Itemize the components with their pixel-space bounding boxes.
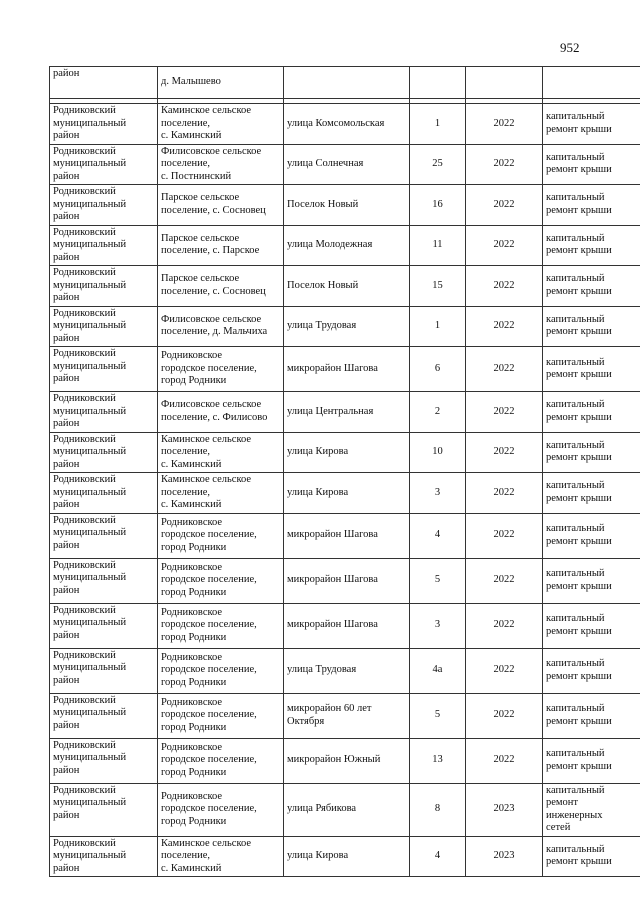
settlement-cell-text: Каминское сельское поселение, с. Каминский xyxy=(161,433,252,470)
street-cell xyxy=(284,392,410,433)
house-number-cell xyxy=(410,347,466,392)
work-type-cell-text: капитальный ремонт крыши xyxy=(546,843,612,868)
settlement-cell xyxy=(158,104,284,145)
district-cell-text: Родниковский муниципальный район xyxy=(53,604,127,641)
settlement-cell xyxy=(158,144,284,185)
settlement-cell-text: Филисовское сельское поселение, с. Филисово xyxy=(161,399,268,423)
work-type-cell-text: капитальный ремонт крыши xyxy=(546,356,612,380)
settlement-cell xyxy=(158,67,284,99)
street-cell-text: улица Комсомольская xyxy=(287,117,385,129)
street-cell xyxy=(284,306,410,347)
year-cell-text: 2022 xyxy=(493,158,515,169)
year-cell xyxy=(466,693,543,738)
street-cell xyxy=(284,783,410,836)
house-number-cell xyxy=(410,306,466,347)
settlement-cell-text: Парское сельское поселение, с. Сосновец xyxy=(161,273,266,297)
work-type-cell xyxy=(543,836,640,877)
table-row xyxy=(50,392,640,433)
table-row xyxy=(50,185,640,226)
year-cell xyxy=(466,306,543,347)
year-cell-text: 2022 xyxy=(493,239,515,250)
house-number-cell-text: 10 xyxy=(432,446,443,457)
table-row xyxy=(50,603,640,648)
work-type-cell xyxy=(543,144,640,185)
street-cell-text: улица Трудовая xyxy=(287,320,357,331)
year-cell xyxy=(466,738,543,783)
work-type-cell xyxy=(543,648,640,693)
year-cell-text: 2022 xyxy=(493,117,515,129)
year-cell-text: 2022 xyxy=(493,362,515,374)
settlement-cell-text: д. Малышево xyxy=(161,76,221,88)
street-cell-text: улица Кирова xyxy=(287,446,349,457)
house-number-cell-text: 1 xyxy=(434,320,441,331)
district-cell xyxy=(50,67,158,99)
work-type-cell-text: капитальный ремонт крыши xyxy=(546,480,612,504)
house-number-cell xyxy=(410,513,466,558)
settlement-cell-text: Филисовское сельское поселение, д. Мальчиха xyxy=(161,313,268,338)
street-cell xyxy=(284,266,410,307)
street-cell-text: Поселок Новый xyxy=(287,279,359,291)
work-type-cell-text: капитальный ремонт крыши xyxy=(546,658,612,682)
year-cell xyxy=(466,185,543,226)
street-cell-text: улица Рябикова xyxy=(287,803,357,815)
settlement-cell-text: Филисовское сельское поселение, с. Постнинский xyxy=(161,145,262,182)
street-cell-text: микрорайон Шагова xyxy=(287,574,378,586)
year-cell-text: 2022 xyxy=(493,198,515,210)
work-type-cell xyxy=(543,185,640,226)
settlement-cell-text: Родниковское городское поселение, город Родники xyxy=(161,696,257,733)
district-cell xyxy=(50,738,158,783)
street-cell xyxy=(284,104,410,145)
work-type-cell-text: капитальный ремонт крыши xyxy=(546,568,612,592)
work-type-cell-text: капитальный ремонт крыши xyxy=(546,613,612,637)
street-cell xyxy=(284,738,410,783)
table-row xyxy=(50,693,640,738)
district-cell-text: Родниковский муниципальный район xyxy=(53,186,127,222)
district-cell xyxy=(50,603,158,648)
settlement-cell xyxy=(158,432,284,473)
settlement-cell xyxy=(158,347,284,392)
district-cell-text: район xyxy=(53,68,80,79)
district-cell-text: Родниковский муниципальный район xyxy=(53,649,127,686)
district-cell-text: Родниковский муниципальный район xyxy=(53,739,127,776)
settlement-cell xyxy=(158,225,284,266)
work-type-cell xyxy=(543,392,640,433)
street-cell-text: микрорайон Шагова xyxy=(287,619,378,631)
year-cell xyxy=(466,432,543,473)
year-cell-text: 2022 xyxy=(493,279,515,291)
work-type-cell xyxy=(543,347,640,392)
house-number-cell xyxy=(410,185,466,226)
work-type-cell xyxy=(543,603,640,648)
year-cell-text: 2023 xyxy=(493,803,515,815)
work-type-cell-text: капитальный ремонт крыши xyxy=(546,703,612,727)
year-cell-text: 2022 xyxy=(493,486,515,498)
table-row xyxy=(50,144,640,185)
settlement-cell-text: Родниковское городское поселение, город Родники xyxy=(161,790,257,827)
district-cell xyxy=(50,513,158,558)
house-number-cell-text: 15 xyxy=(432,279,443,291)
work-type-cell-text: капитальный ремонт крыши xyxy=(546,748,612,772)
district-cell xyxy=(50,104,158,145)
house-number-cell-text: 5 xyxy=(434,574,441,586)
district-cell-text: Родниковский муниципальный район xyxy=(53,393,127,429)
street-cell xyxy=(284,836,410,877)
settlement-cell xyxy=(158,266,284,307)
year-cell xyxy=(466,392,543,433)
settlement-cell xyxy=(158,392,284,433)
district-cell xyxy=(50,392,158,433)
house-number-cell-text: 13 xyxy=(432,754,443,766)
table-row xyxy=(50,513,640,558)
work-type-cell xyxy=(543,67,640,99)
year-cell-text: 2022 xyxy=(493,754,515,766)
work-type-cell xyxy=(543,104,640,145)
house-number-cell xyxy=(410,648,466,693)
settlement-cell xyxy=(158,603,284,648)
year-cell-text: 2022 xyxy=(493,619,515,631)
work-type-cell-text: капитальный ремонт крыши xyxy=(546,313,612,338)
settlement-cell-text: Родниковское городское поселение, город Родники xyxy=(161,350,257,387)
settlement-cell-text: Каминское сельское поселение, с. Каминский xyxy=(161,105,252,141)
work-type-cell-text: капитальный ремонт крыши xyxy=(546,151,612,176)
street-cell xyxy=(284,347,410,392)
work-type-cell xyxy=(543,783,640,836)
year-cell xyxy=(466,266,543,307)
year-cell xyxy=(466,473,543,514)
table-row xyxy=(50,104,640,145)
settlement-cell xyxy=(158,836,284,877)
settlement-cell xyxy=(158,306,284,347)
table-row xyxy=(50,783,640,836)
table-row xyxy=(50,738,640,783)
settlement-cell xyxy=(158,185,284,226)
house-number-cell xyxy=(410,783,466,836)
year-cell-text: 2022 xyxy=(493,446,515,457)
house-number-cell xyxy=(410,693,466,738)
year-cell xyxy=(466,603,543,648)
street-cell xyxy=(284,432,410,473)
page-number: 952 xyxy=(560,40,580,55)
settlement-cell xyxy=(158,693,284,738)
table-row xyxy=(50,473,640,514)
settlement-cell-text: Парское сельское поселение, с. Сосновец xyxy=(161,192,266,216)
house-number-cell xyxy=(410,738,466,783)
work-type-cell-text: капитальный ремонт крыши xyxy=(546,232,612,257)
house-number-cell-text: 3 xyxy=(434,486,441,498)
district-cell-text: Родниковский муниципальный район xyxy=(53,348,127,384)
year-cell xyxy=(466,347,543,392)
district-cell-text: Родниковский муниципальный район xyxy=(53,105,127,141)
year-cell xyxy=(466,648,543,693)
district-cell-text: Родниковский муниципальный район xyxy=(53,433,127,470)
house-number-cell xyxy=(410,836,466,877)
district-cell xyxy=(50,473,158,514)
district-cell xyxy=(50,347,158,392)
work-type-cell-text: капитальный ремонт крыши xyxy=(546,273,612,297)
street-cell-text: микрорайон 60 лет Октября xyxy=(287,703,372,727)
district-cell-text: Родниковский муниципальный район xyxy=(53,474,127,510)
street-cell xyxy=(284,693,410,738)
work-type-cell-text: капитальный ремонт крыши xyxy=(546,399,612,423)
settlement-cell-text: Родниковское городское поселение, город Родники xyxy=(161,651,257,688)
work-type-cell-text: капитальный ремонт крыши xyxy=(546,192,612,216)
district-cell-text: Родниковский муниципальный район xyxy=(53,514,127,551)
year-cell-text: 2022 xyxy=(493,529,515,541)
street-cell xyxy=(284,67,410,99)
house-number-cell xyxy=(410,392,466,433)
table-row xyxy=(50,432,640,473)
settlement-cell-text: Родниковское городское поселение, город Родники xyxy=(161,741,257,778)
year-cell-text: 2022 xyxy=(493,709,515,721)
street-cell xyxy=(284,144,410,185)
district-cell xyxy=(50,225,158,266)
house-number-cell xyxy=(410,144,466,185)
street-cell-text: микрорайон Шагова xyxy=(287,362,378,374)
district-cell xyxy=(50,144,158,185)
district-cell-text: Родниковский муниципальный район xyxy=(53,267,127,303)
settlement-cell xyxy=(158,473,284,514)
district-cell-text: Родниковский муниципальный район xyxy=(53,837,127,874)
settlement-cell xyxy=(158,558,284,603)
year-cell xyxy=(466,144,543,185)
table-row xyxy=(50,558,640,603)
house-number-cell xyxy=(410,67,466,99)
house-number-cell xyxy=(410,266,466,307)
district-cell xyxy=(50,558,158,603)
district-cell xyxy=(50,185,158,226)
work-type-cell xyxy=(543,693,640,738)
street-cell-text: улица Кирова xyxy=(287,486,349,498)
work-type-cell xyxy=(543,738,640,783)
settlement-cell-text: Родниковское городское поселение, город Родники xyxy=(161,561,257,598)
district-cell xyxy=(50,306,158,347)
table-row xyxy=(50,836,640,877)
house-number-cell-text: 25 xyxy=(432,158,443,169)
work-type-cell xyxy=(543,513,640,558)
work-type-cell xyxy=(543,473,640,514)
house-number-cell xyxy=(410,603,466,648)
year-cell-text: 2022 xyxy=(493,320,515,331)
house-number-cell xyxy=(410,104,466,145)
district-cell xyxy=(50,693,158,738)
house-number-cell-text: 5 xyxy=(434,709,441,721)
street-cell-text: Поселок Новый xyxy=(287,198,359,210)
year-cell xyxy=(466,836,543,877)
work-type-cell-text: капитальный ремонт крыши xyxy=(546,523,612,547)
house-number-cell-text: 1 xyxy=(434,117,441,129)
year-cell-text: 2022 xyxy=(493,405,515,417)
house-number-cell xyxy=(410,558,466,603)
street-cell-text: улица Солнечная xyxy=(287,158,364,169)
table-row xyxy=(50,266,640,307)
table-row xyxy=(50,225,640,266)
house-number-cell-text: 2 xyxy=(434,405,441,417)
district-cell xyxy=(50,432,158,473)
district-cell-text: Родниковский муниципальный район xyxy=(53,145,127,182)
street-cell xyxy=(284,648,410,693)
work-type-cell-text: капитальный ремонт инженерных сетей xyxy=(546,784,605,833)
district-cell-text: Родниковский муниципальный район xyxy=(53,694,127,731)
house-number-cell-text: 4а xyxy=(432,664,443,676)
district-cell xyxy=(50,836,158,877)
table-row xyxy=(50,347,640,392)
district-cell xyxy=(50,783,158,836)
year-cell xyxy=(466,513,543,558)
year-cell xyxy=(466,225,543,266)
district-cell-text: Родниковский муниципальный район xyxy=(53,559,127,596)
settlement-cell xyxy=(158,738,284,783)
house-number-cell-text: 6 xyxy=(434,362,441,374)
district-cell-text: Родниковский муниципальный район xyxy=(53,307,127,344)
street-cell-text: улица Кирова xyxy=(287,850,349,861)
street-cell xyxy=(284,473,410,514)
district-cell xyxy=(50,266,158,307)
street-cell-text: улица Молодежная xyxy=(287,239,373,250)
house-number-cell-text: 11 xyxy=(432,239,443,250)
settlement-cell xyxy=(158,513,284,558)
year-cell xyxy=(466,67,543,99)
settlement-cell xyxy=(158,648,284,693)
district-cell-text: Родниковский муниципальный район xyxy=(53,226,127,263)
table-row xyxy=(50,67,640,99)
street-cell-text: улица Трудовая xyxy=(287,664,357,676)
work-type-cell-text: капитальный ремонт крыши xyxy=(546,111,612,135)
house-number-cell-text: 16 xyxy=(432,198,443,210)
table-row xyxy=(50,648,640,693)
work-type-cell xyxy=(543,225,640,266)
table-row xyxy=(50,306,640,347)
street-cell-text: микрорайон Южный xyxy=(287,754,381,766)
year-cell xyxy=(466,783,543,836)
settlement-cell-text: Каминское сельское поселение, с. Каминский xyxy=(161,837,252,874)
year-cell xyxy=(466,558,543,603)
work-type-cell-text: капитальный ремонт крыши xyxy=(546,439,612,464)
work-type-cell xyxy=(543,558,640,603)
street-cell-text: микрорайон Шагова xyxy=(287,529,378,541)
settlement-cell-text: Каминское сельское поселение, с. Каминский xyxy=(161,474,252,510)
street-cell xyxy=(284,513,410,558)
street-cell xyxy=(284,603,410,648)
street-cell xyxy=(284,225,410,266)
settlement-cell-text: Парское сельское поселение, с. Парское xyxy=(161,232,260,257)
settlement-cell-text: Родниковское городское поселение, город Родники xyxy=(161,516,257,553)
district-cell-text: Родниковский муниципальный район xyxy=(53,784,127,821)
street-cell xyxy=(284,185,410,226)
work-type-cell xyxy=(543,266,640,307)
year-cell-text: 2022 xyxy=(493,574,515,586)
house-number-cell xyxy=(410,432,466,473)
settlement-cell-text: Родниковское городское поселение, город Родники xyxy=(161,606,257,643)
year-cell xyxy=(466,104,543,145)
house-number-cell-text: 4 xyxy=(434,529,441,541)
work-type-cell xyxy=(543,306,640,347)
house-number-cell xyxy=(410,225,466,266)
house-number-cell-text: 3 xyxy=(434,619,441,631)
year-cell-text: 2022 xyxy=(493,664,515,676)
district-cell xyxy=(50,648,158,693)
street-cell xyxy=(284,558,410,603)
street-cell-text: улица Центральная xyxy=(287,405,374,417)
settlement-cell xyxy=(158,783,284,836)
house-number-cell-text: 4 xyxy=(434,850,441,861)
housing-repair-table xyxy=(49,66,640,877)
house-number-cell-text: 8 xyxy=(434,803,441,815)
year-cell-text: 2023 xyxy=(493,850,515,861)
work-type-cell xyxy=(543,432,640,473)
house-number-cell xyxy=(410,473,466,514)
